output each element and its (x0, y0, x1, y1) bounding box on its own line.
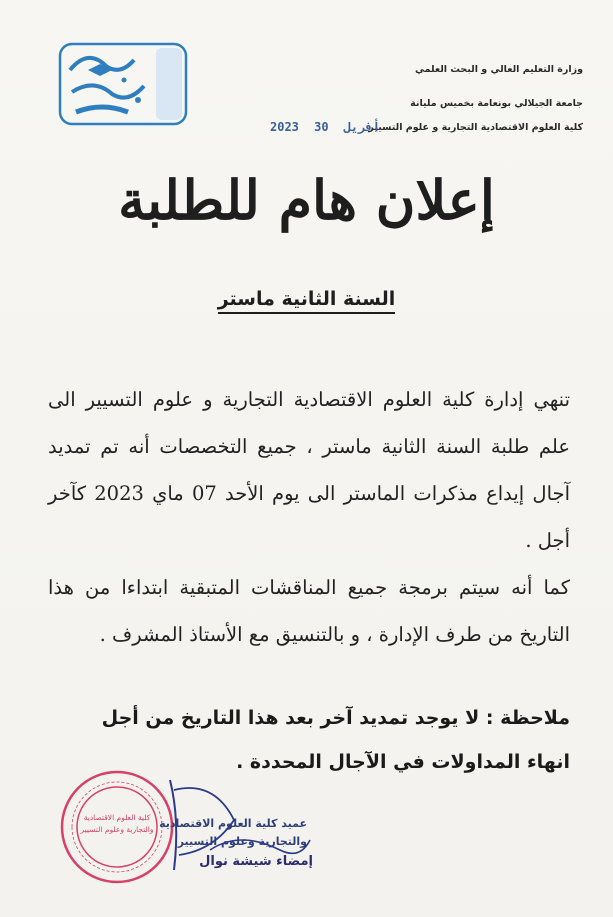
svg-text:كلية العلوم الاقتصادية: كلية العلوم الاقتصادية (83, 813, 151, 822)
ministry-line: وزارة التعليم العالي و البحث العلمي (415, 64, 583, 75)
body-paragraph: تنهي إدارة كلية العلوم الاقتصادية التجارية و علوم التسيير الى علم طلبة السنة الثانية ماستر ، جميع التخصصات أنه تم تمديد آجال إيداع مذكرات الماستر الى يوم الأحد 07 ماي 2023 كآخر أجل . (48, 388, 570, 552)
university-logo-icon (58, 40, 188, 128)
svg-text:والتجارية وعلوم التسيير: والتجارية وعلوم التسيير (80, 825, 154, 834)
university-logo (58, 40, 188, 128)
note-line: ملاحظة : لا يوجد تمديد آخر بعد هذا التاريخ من أجل (101, 707, 570, 729)
date-month: أفريل (343, 120, 380, 134)
date-year: 2023 (270, 120, 299, 134)
announcement-title: إعلان هام للطلبة (118, 168, 495, 232)
announcement-subtitle (0, 288, 613, 310)
date-day: 30 (314, 120, 329, 134)
note-line: انهاء المداولات في الآجال المحددة . (236, 751, 570, 773)
faculty-line: كلية العلوم الاقتصادية التجارية و علوم التسيير (368, 122, 583, 133)
handwritten-signature (150, 760, 320, 890)
body-paragraph: كما أنه سيتم برمجة جميع المناقشات المتبقية ابتداءا من هذا التاريخ من طرف الإدارة ، و بالتنسيق مع الأستاذ المشرف . (48, 576, 570, 646)
signatory-name: إمضاء شيشة نوال (199, 854, 313, 869)
university-line: جامعة الجيلالي بونعامة بخميس مليانة (410, 98, 583, 109)
document-date (270, 120, 388, 134)
signature-scribble-icon (150, 760, 320, 890)
signatory-title-line: عميد كلية العلوم الاقتصادية (159, 817, 307, 830)
announcement-body (48, 376, 570, 658)
signatory-title-line: والتجارية وعلوم التسيير (177, 835, 307, 848)
subtitle-text: السنة الثانية ماستر (218, 288, 396, 314)
